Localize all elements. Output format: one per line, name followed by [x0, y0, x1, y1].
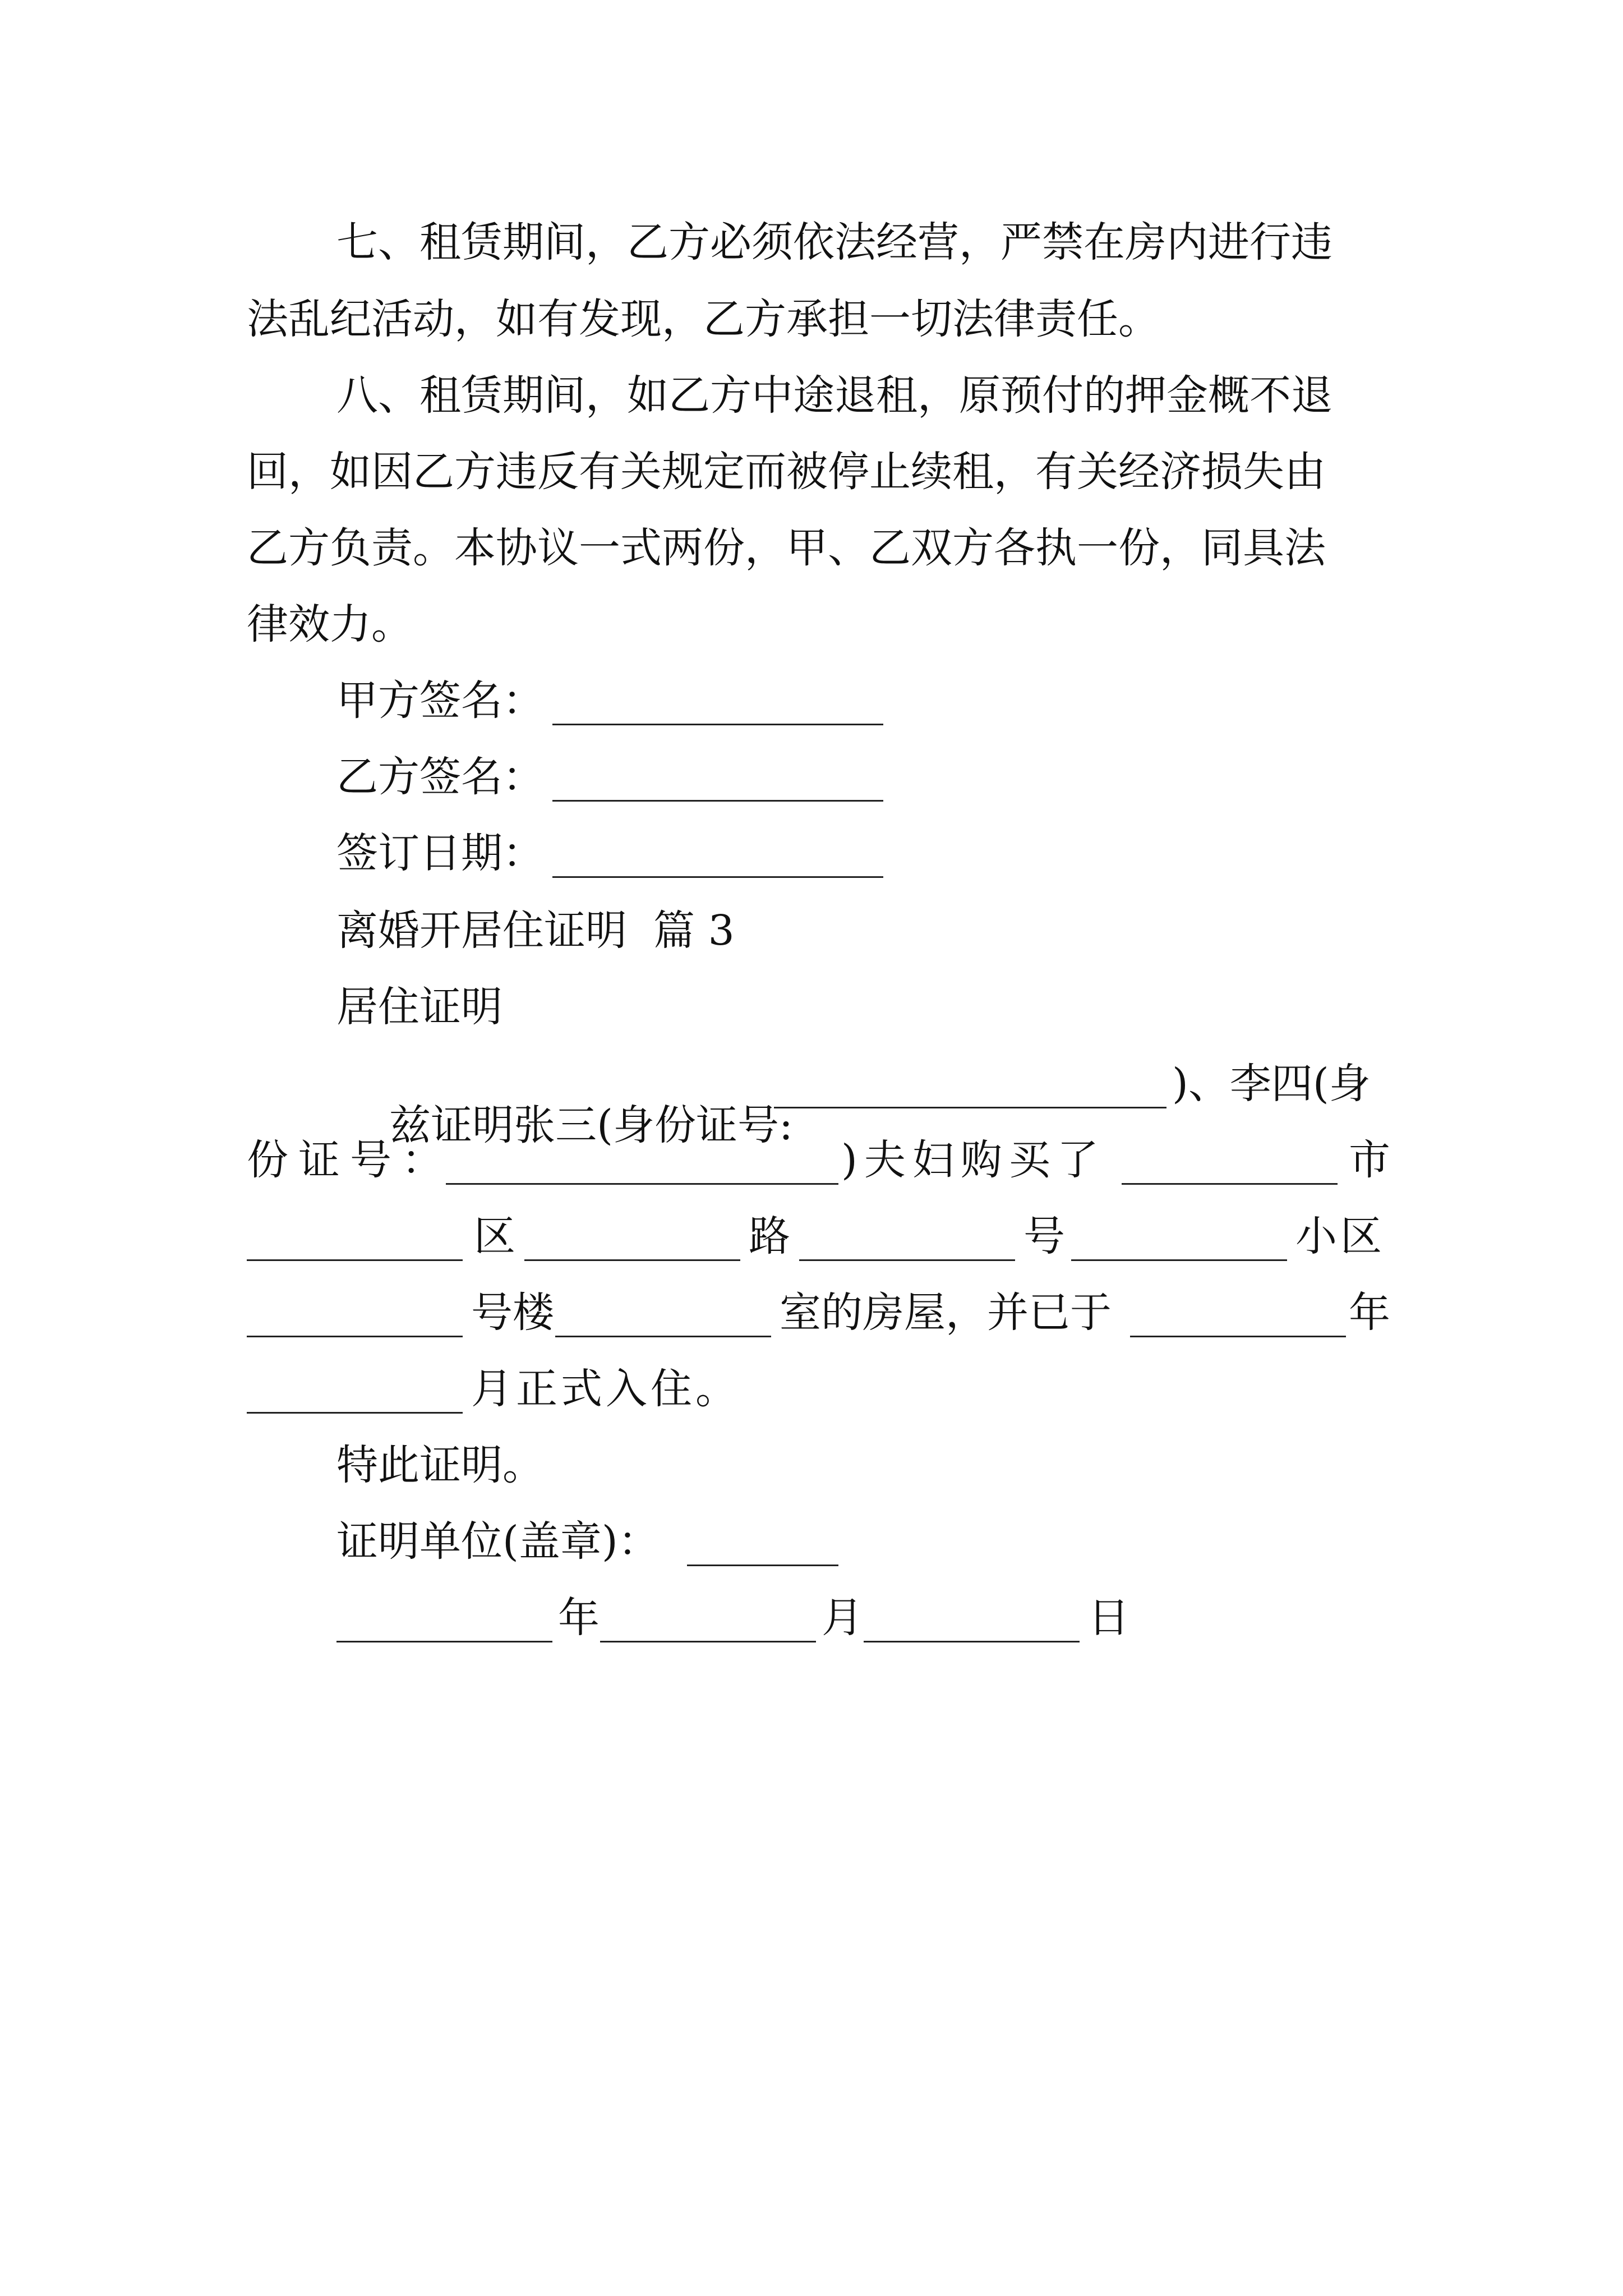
cert-line2-end: 市 — [1349, 1136, 1390, 1184]
date-year-blank[interactable] — [336, 1641, 552, 1642]
clause-7-line-2: 法乱纪活动，如有发现，乙方承担一切法律责任。 — [247, 295, 1160, 343]
zhangsan-id-blank[interactable] — [774, 1107, 1166, 1108]
signing-date-label: 签订日期： — [336, 829, 544, 877]
cert-xiaoqu: 小区 — [1295, 1212, 1385, 1260]
section-title: 离婚开居住证明 篇 3 — [336, 907, 735, 955]
signing-date-blank[interactable] — [552, 876, 883, 878]
cert-line2-mid: )夫妇购买了 — [841, 1136, 1105, 1184]
issuing-unit-label: 证明单位(盖章)： — [336, 1517, 660, 1566]
certificate-title: 居住证明 — [336, 983, 502, 1031]
district-blank[interactable] — [247, 1259, 463, 1261]
issuing-unit-blank[interactable] — [687, 1565, 838, 1566]
party-a-signature-blank[interactable] — [552, 724, 883, 725]
date-ri: 日 — [1088, 1594, 1129, 1642]
lisi-id-blank[interactable] — [446, 1183, 838, 1185]
clause-8-line-2: 回，如因乙方违反有关规定而被停止续租，有关经济损失由 — [247, 448, 1326, 496]
cert-haolou: 号楼 — [471, 1289, 554, 1337]
number-blank[interactable] — [799, 1259, 1015, 1261]
cert-qu: 区 — [474, 1212, 515, 1260]
cert-lu: 路 — [749, 1212, 790, 1260]
cert-nian: 年 — [1349, 1289, 1390, 1337]
clause-7-line-1: 七、租赁期间，乙方必须依法经营，严禁在房内进行违 — [336, 218, 1332, 266]
party-b-signature-blank[interactable] — [552, 800, 883, 802]
party-b-signature-label: 乙方签名： — [336, 753, 544, 801]
community-blank[interactable] — [1071, 1259, 1287, 1261]
certificate-closing: 特此证明。 — [336, 1441, 544, 1489]
cert-yue-zhengshi: 月正式入住。 — [471, 1365, 740, 1413]
cert-hao: 号 — [1023, 1212, 1065, 1260]
city-blank[interactable] — [1122, 1183, 1338, 1185]
community-name-blank[interactable] — [247, 1336, 463, 1337]
cert-line1-start: 兹证明张三(身份证号: — [389, 1101, 793, 1149]
clause-8-line-1: 八、租赁期间，如乙方中途退租，原预付的押金概不退 — [336, 371, 1332, 420]
clause-8-line-4: 律效力。 — [247, 600, 413, 648]
party-a-signature-label: 甲方签名： — [336, 677, 544, 725]
building-blank[interactable] — [555, 1336, 771, 1337]
road-blank[interactable] — [524, 1259, 740, 1261]
date-nian: 年 — [558, 1594, 600, 1642]
year-blank[interactable] — [1130, 1336, 1346, 1337]
cert-line1-end: )、李四(身 — [1172, 1060, 1371, 1108]
date-day-blank[interactable] — [864, 1641, 1080, 1642]
clause-8-line-3: 乙方负责。本协议一式两份，甲、乙双方各执一份，同具法 — [247, 524, 1326, 572]
month-blank[interactable] — [247, 1412, 463, 1414]
cert-line2-start: 份证号： — [247, 1136, 453, 1184]
date-yue: 月 — [822, 1594, 863, 1642]
cert-shi-fangwu: 室的房屋，并已于 — [780, 1289, 1112, 1337]
date-month-blank[interactable] — [600, 1641, 816, 1642]
